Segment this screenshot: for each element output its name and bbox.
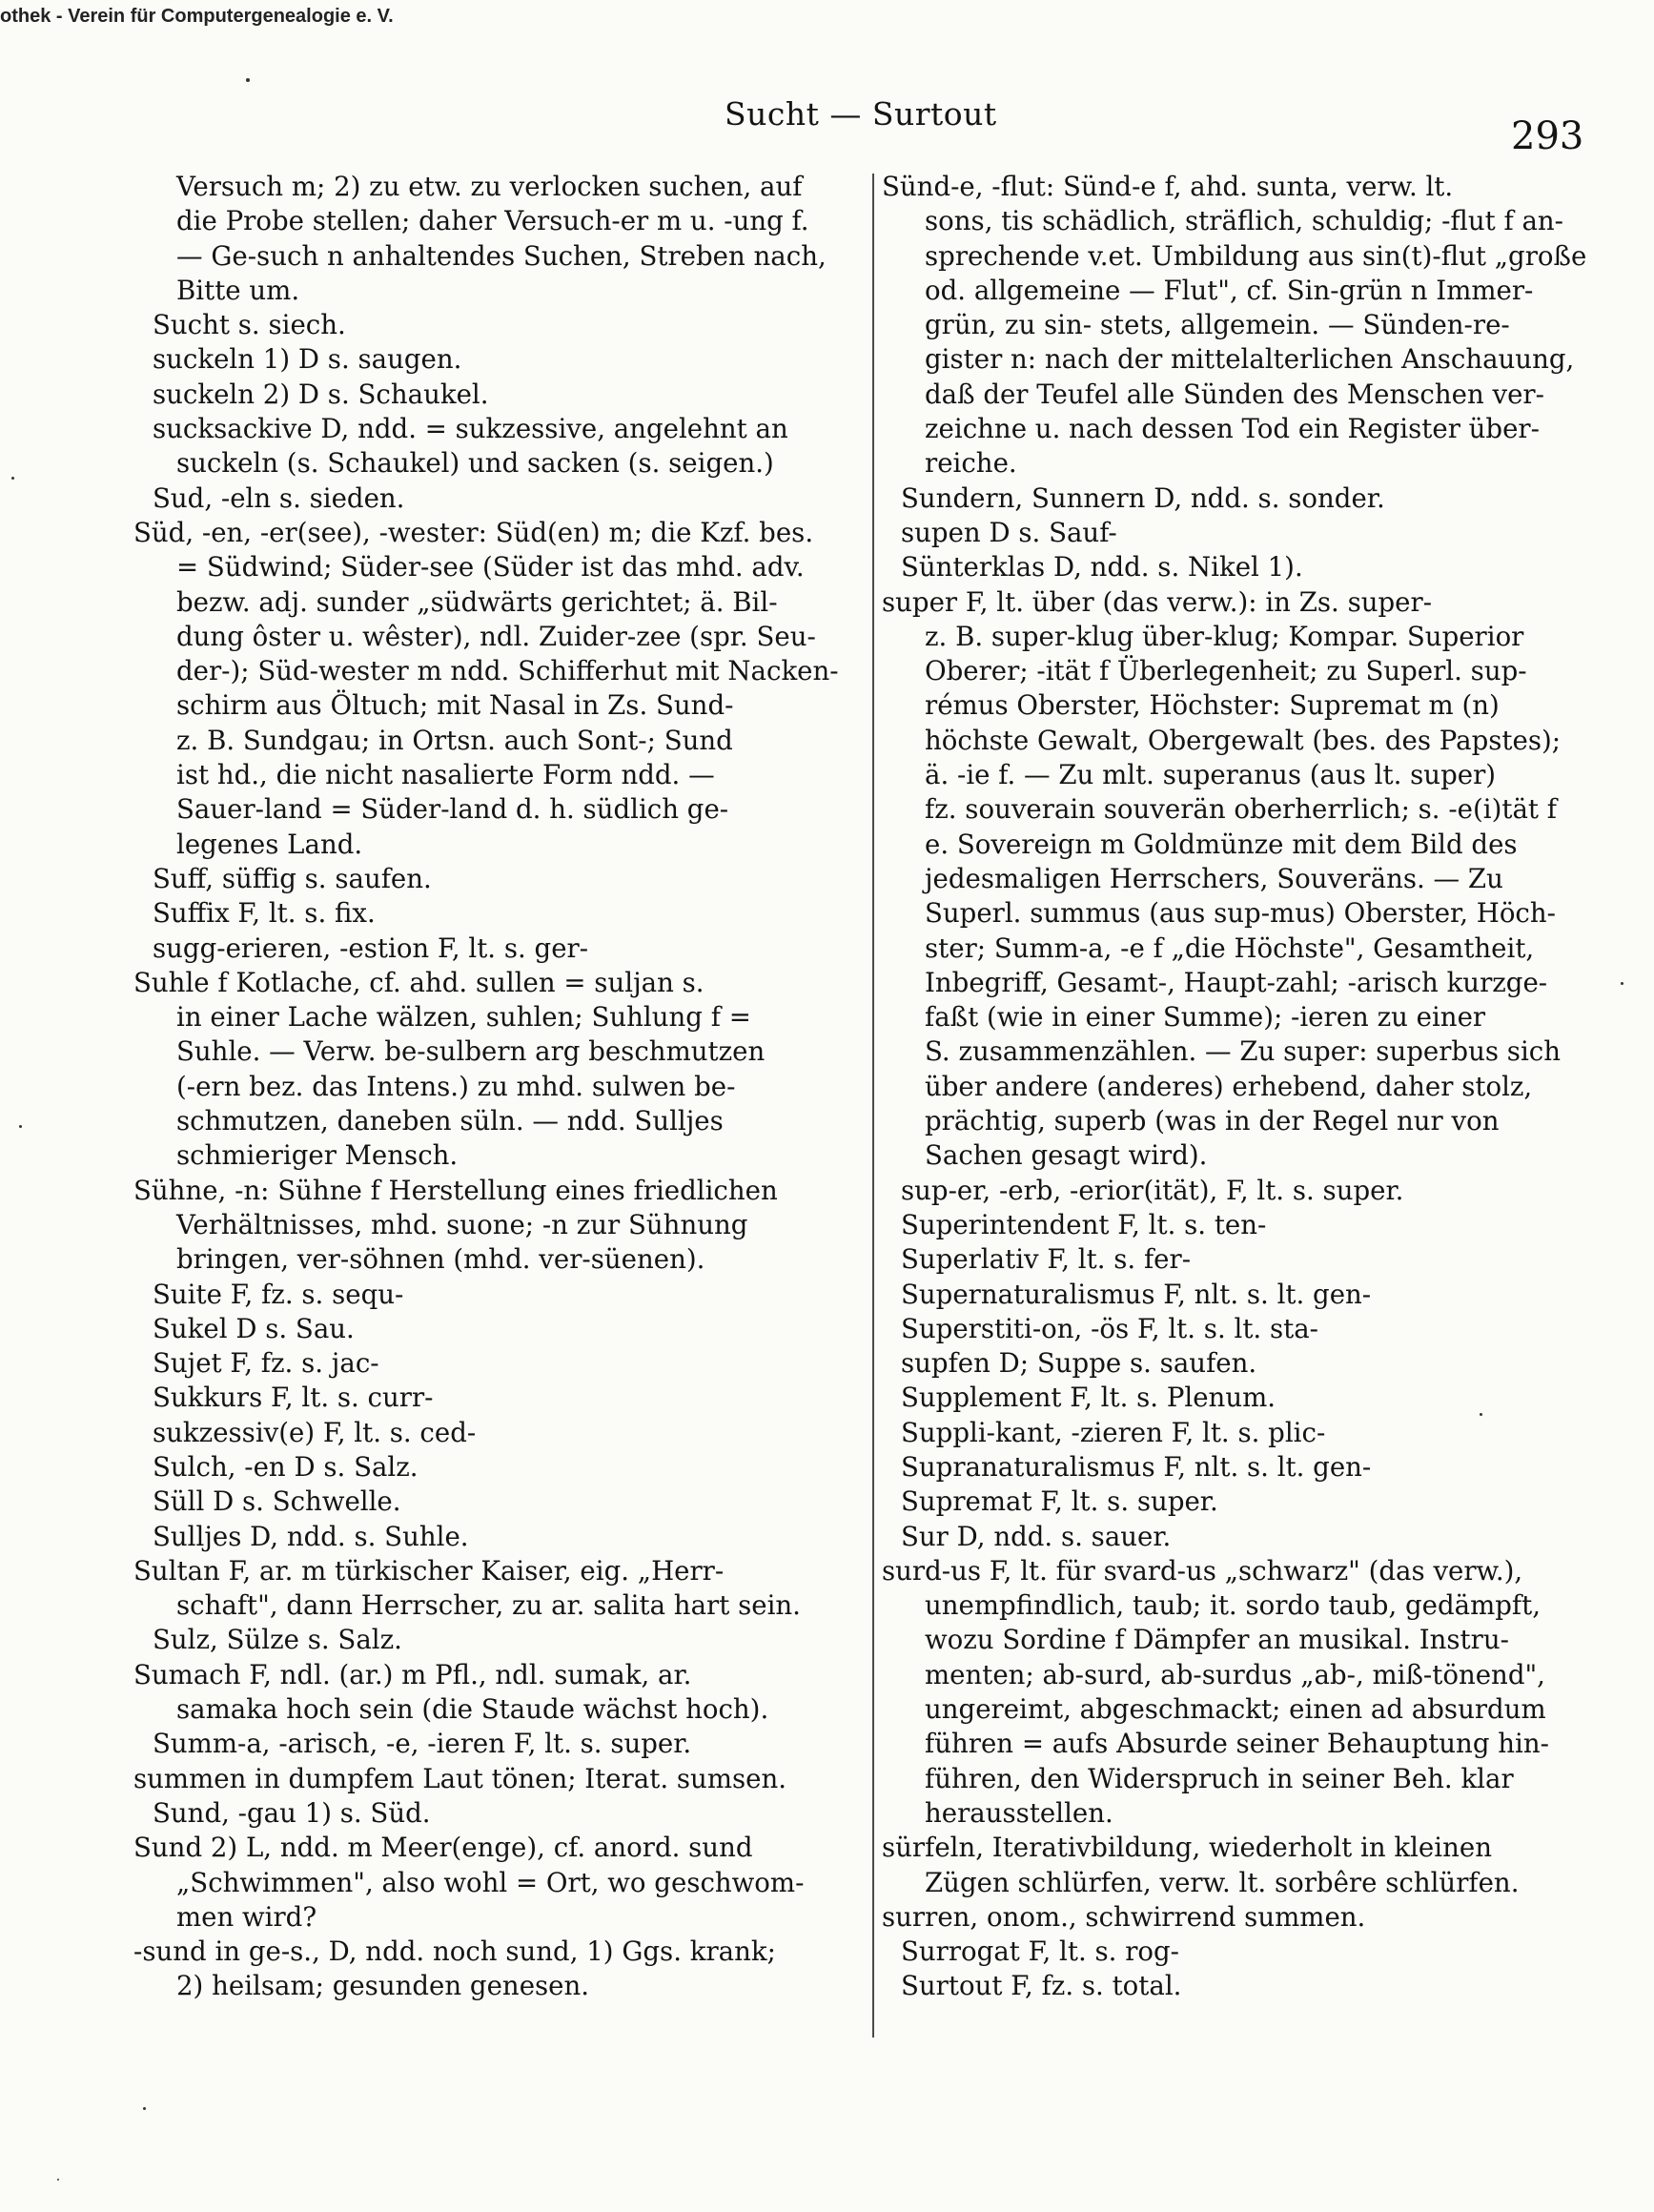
right-column-entry-line: Surrogat F, lt. s. rog-: [901, 1936, 1179, 1968]
left-column-entry-line: — Ge-such n anhaltendes Suchen, Streben nach,: [176, 239, 827, 272]
left-column-entry-line: Sultan F, ar. m türkischer Kaiser, eig. „Herr-: [133, 1554, 725, 1587]
right-column-entry-line: Supernaturalismus F, nlt. s. lt. gen-: [901, 1278, 1372, 1310]
left-column-entry-line: Sucht s. siech.: [153, 309, 346, 341]
right-column-entry-line: führen, den Widerspruch in seiner Beh. klar: [925, 1762, 1514, 1794]
right-column-entry-line: unempfindlich, taub; it. sordo taub, gedämpft,: [925, 1589, 1542, 1622]
right-column-entry-line: Suppli-kant, -zieren F, lt. s. plic-: [901, 1416, 1326, 1448]
left-column-entry-line: Sud, -eln s. sieden.: [153, 481, 405, 514]
watermark: othek - Verein für Computergenealogie e. V.: [0, 6, 394, 27]
left-column-entry-line: Sujet F, fz. s. jac-: [153, 1347, 379, 1380]
scan-speck: [1621, 982, 1623, 985]
right-column-entry-line: prächtig, superb (was in der Regel nur von: [925, 1105, 1500, 1137]
scan-speck: [246, 78, 250, 82]
left-column-entry-line: legenes Land.: [176, 828, 363, 860]
right-column-entry-line: super F, lt. über (das verw.): in Zs. super-: [882, 585, 1433, 618]
scan-speck: [143, 2107, 146, 2110]
left-column-entry-line: Verhältnisses, mhd. suone; -n zur Sühnung: [176, 1208, 748, 1240]
right-column-entry-line: höchste Gewalt, Obergewalt (bes. des Papstes);: [925, 724, 1562, 756]
left-column-entry-line: Sulz, Sülze s. Salz.: [153, 1624, 402, 1656]
scan-speck: [19, 1125, 22, 1128]
right-column-entry-line: jedesmaligen Herrschers, Souveräns. — Zu: [925, 862, 1503, 894]
left-column-entry-line: Süd, -en, -er(see), -wester: Süd(en) m; die Kzf. bes.: [133, 516, 814, 548]
left-column-entry-line: suckeln 1) D s. saugen.: [153, 343, 462, 376]
left-column-entry-line: Suite F, fz. s. sequ-: [153, 1278, 404, 1310]
left-column-entry-line: summen in dumpfem Laut tönen; Iterat. sumsen.: [133, 1762, 787, 1794]
right-column-entry-line: Superl. summus (aus sup-mus) Oberster, Höch-: [925, 897, 1556, 930]
left-column-entry-line: samaka hoch sein (die Staude wächst hoch).: [176, 1693, 769, 1726]
left-column-entry-line: Sulljes D, ndd. s. Suhle.: [153, 1520, 469, 1552]
right-column: [882, 170, 1611, 2004]
left-column-entry-line: -sund in ge-s., D, ndd. noch sund, 1) Ggs. krank;: [133, 1936, 776, 1968]
left-column-entry-line: dung ôster u. wêster), ndl. Zuider-zee (spr. Seu-: [176, 620, 816, 652]
right-column-entry-line: sprechende v.et. Umbildung aus sin(t)-flut „große: [925, 239, 1587, 272]
left-column-entry-line: in einer Lache wälzen, suhlen; Suhlung f =: [176, 1001, 751, 1034]
right-column-entry-line: reiche.: [925, 447, 1017, 480]
left-column-entry-line: Suhle f Kotlache, cf. ahd. sullen = suljan s.: [133, 966, 704, 998]
right-column-entry-line: über andere (anderes) erhebend, daher stolz,: [925, 1070, 1533, 1102]
right-column-entry-line: Sünd-e, -flut: Sünd-e f, ahd. sunta, verw. lt.: [882, 171, 1454, 202]
left-column-entry-line: Summ-a, -arisch, -e, -ieren F, lt. s. super.: [153, 1728, 692, 1760]
right-column-entry-line: fz. souverain souverän oberherrlich; s. -e(i)tät f: [925, 793, 1557, 826]
left-column-entry-line: Sumach F, ndl. (ar.) m Pfl., ndl. sumak, ar.: [133, 1658, 692, 1690]
right-column-entry-line: Supremat F, lt. s. super.: [901, 1485, 1218, 1518]
right-column-entry-line: Inbegriff, Gesamt-, Haupt-zahl; -arisch kurzge-: [925, 966, 1548, 998]
right-column-entry-line: sürfeln, Iterativbildung, wiederholt in kleinen: [882, 1832, 1492, 1864]
right-column-entry-line: Superstiti-on, -ös F, lt. s. lt. sta-: [901, 1312, 1318, 1344]
right-column-entry-line: Oberer; -ität f Überlegenheit; zu Superl. sup-: [925, 655, 1527, 687]
left-column-entry-line: z. B. Sundgau; in Ortsn. auch Sont-; Sund: [176, 724, 733, 756]
right-column-entry-line: sup-er, -erb, -erior(ität), F, lt. s. super.: [901, 1174, 1404, 1206]
right-column-entry-line: faßt (wie in einer Summe); -ieren zu einer: [925, 1001, 1486, 1034]
left-column-entry-line: men wird?: [176, 1900, 317, 1933]
right-column-entry-line: ä. -ie f. — Zu mlt. superanus (aus lt. super): [925, 759, 1497, 791]
left-column-entry-line: Versuch m; 2) zu etw. zu verlocken suchen, auf: [176, 171, 803, 202]
right-column-entry-line: Superintendent F, lt. s. ten-: [901, 1208, 1267, 1240]
left-column-entry-line: bringen, ver-söhnen (mhd. ver-süenen).: [176, 1243, 705, 1276]
left-column-entry-line: die Probe stellen; daher Versuch-er m u. -ung f.: [176, 205, 809, 237]
right-column-entry-line: wozu Sordine f Dämpfer an musikal. Instru-: [925, 1624, 1509, 1656]
right-column-entry-line: od. allgemeine — Flut", cf. Sin-grün n Immer-: [925, 274, 1534, 306]
scan-speck: [11, 477, 14, 480]
right-column-entry-line: menten; ab-surd, ab-surdus „ab-, miß-tönend",: [925, 1658, 1545, 1690]
right-column-entry-line: supen D s. Sauf-: [901, 516, 1117, 548]
right-column-entry-line: Sur D, ndd. s. sauer.: [901, 1520, 1172, 1552]
page-number: 293: [1511, 114, 1584, 158]
right-column-entry-line: e. Sovereign m Goldmünze mit dem Bild des: [925, 828, 1518, 860]
right-column-entry-line: supfen D; Suppe s. saufen.: [901, 1347, 1257, 1380]
right-column-entry-line: z. B. super-klug über-klug; Kompar. Superior: [925, 620, 1524, 652]
left-column-entry-line: sugg-erieren, -estion F, lt. s. ger-: [153, 932, 589, 964]
right-column-entry-line: führen = aufs Absurde seiner Behauptung hin-: [925, 1728, 1549, 1760]
right-column-entry-line: Sundern, Sunnern D, ndd. s. sonder.: [901, 481, 1385, 514]
left-column-entry-line: schmieriger Mensch.: [176, 1139, 459, 1172]
left-column-entry-line: Sund, -gau 1) s. Süd.: [153, 1796, 431, 1829]
left-column-entry-line: Sulch, -en D s. Salz.: [153, 1450, 419, 1483]
left-column-entry-line: Suff, süffig s. saufen.: [153, 862, 432, 894]
right-column-entry-line: daß der Teufel alle Sünden des Menschen ver-: [925, 378, 1544, 410]
left-column-entry-line: Suhle. — Verw. be-sulbern arg beschmutzen: [176, 1035, 766, 1068]
left-column-entry-line: schaft", dann Herrscher, zu ar. salita hart sein.: [176, 1589, 801, 1622]
right-column-entry-line: Sünterklas D, ndd. s. Nikel 1).: [901, 551, 1303, 584]
right-column-entry-line: Surtout F, fz. s. total.: [901, 1970, 1182, 2002]
right-column-entry-line: ster; Summ-a, -e f „die Höchste", Gesamtheit,: [925, 932, 1535, 964]
left-column-entry-line: Sund 2) L, ndd. m Meer(enge), cf. anord. sund: [133, 1832, 753, 1864]
left-column-entry-line: Sühne, -n: Sühne f Herstellung eines friedlichen: [133, 1174, 778, 1206]
right-column-entry-line: gister n: nach der mittelalterlichen Anschauung,: [925, 343, 1575, 376]
page-header-title: Sucht — Surtout: [725, 95, 997, 133]
left-column: [133, 170, 864, 2004]
left-column-entry-line: Süll D s. Schwelle.: [153, 1485, 401, 1518]
right-column-entry-line: S. zusammenzählen. — Zu super: superbus sich: [925, 1035, 1562, 1068]
left-column-entry-line: (-ern bez. das Intens.) zu mhd. sulwen be-: [176, 1070, 736, 1102]
right-column-entry-line: sons, tis schädlich, sträflich, schuldig; -flut f an-: [925, 205, 1563, 237]
column-divider: [872, 174, 874, 2038]
left-column-entry-line: der-); Süd-wester m ndd. Schifferhut mit Nacken-: [176, 655, 839, 687]
left-column-entry-line: schirm aus Öltuch; mit Nasal in Zs. Sund-: [176, 689, 734, 722]
right-column-entry-line: Zügen schlürfen, verw. lt. sorbêre schlürfen.: [925, 1866, 1520, 1898]
scan-speck: [57, 2179, 59, 2181]
right-column-entry-line: Supplement F, lt. s. Plenum.: [901, 1382, 1276, 1414]
left-column-entry-line: = Südwind; Süder-see (Süder ist das mhd. adv.: [176, 551, 805, 584]
left-column-entry-line: „Schwimmen", also wohl = Ort, wo geschwom-: [176, 1866, 805, 1898]
right-column-entry-line: rémus Oberster, Höchster: Supremat m (n): [925, 689, 1500, 722]
right-column-entry-line: zeichne u. nach dessen Tod ein Register über-: [925, 413, 1540, 445]
left-column-entry-line: schmutzen, daneben süln. — ndd. Sulljes: [176, 1105, 724, 1137]
left-column-entry-line: bezw. adj. sunder „südwärts gerichtet; ä. Bil-: [176, 585, 778, 618]
left-column-entry-line: Sukel D s. Sau.: [153, 1312, 355, 1344]
right-column-entry-line: Supranaturalismus F, nlt. s. lt. gen-: [901, 1450, 1372, 1483]
left-column-entry-line: suckeln 2) D s. Schaukel.: [153, 378, 489, 410]
left-column-entry-line: Bitte um.: [176, 274, 300, 306]
right-column-entry-line: Sachen gesagt wird).: [925, 1139, 1208, 1172]
left-column-entry-line: ist hd., die nicht nasalierte Form ndd. —: [176, 759, 715, 791]
right-column-entry-line: surd-us F, lt. für svard-us „schwarz" (das verw.),: [882, 1554, 1523, 1587]
right-column-entry-line: Superlativ F, lt. s. fer-: [901, 1243, 1192, 1276]
right-column-entry-line: surren, onom., schwirrend summen.: [882, 1900, 1366, 1933]
left-column-entry-line: sucksackive D, ndd. = sukzessive, angelehnt an: [153, 413, 788, 445]
left-column-entry-line: Suffix F, lt. s. fix.: [153, 897, 376, 930]
right-column-entry-line: herausstellen.: [925, 1796, 1113, 1829]
left-column-entry-line: Sukkurs F, lt. s. curr-: [153, 1382, 434, 1414]
left-column-entry-line: 2) heilsam; gesunden genesen.: [176, 1970, 590, 2002]
left-column-entry-line: sukzessiv(e) F, lt. s. ced-: [153, 1416, 477, 1448]
right-column-entry-line: grün, zu sin- stets, allgemein. — Sünden-re-: [925, 309, 1510, 341]
left-column-entry-line: Sauer-land = Süder-land d. h. südlich ge-: [176, 793, 729, 826]
left-column-entry-line: suckeln (s. Schaukel) und sacken (s. seigen.): [176, 447, 774, 480]
scan-speck: [1480, 1413, 1482, 1416]
right-column-entry-line: ungereimt, abgeschmackt; einen ad absurdum: [925, 1693, 1546, 1726]
